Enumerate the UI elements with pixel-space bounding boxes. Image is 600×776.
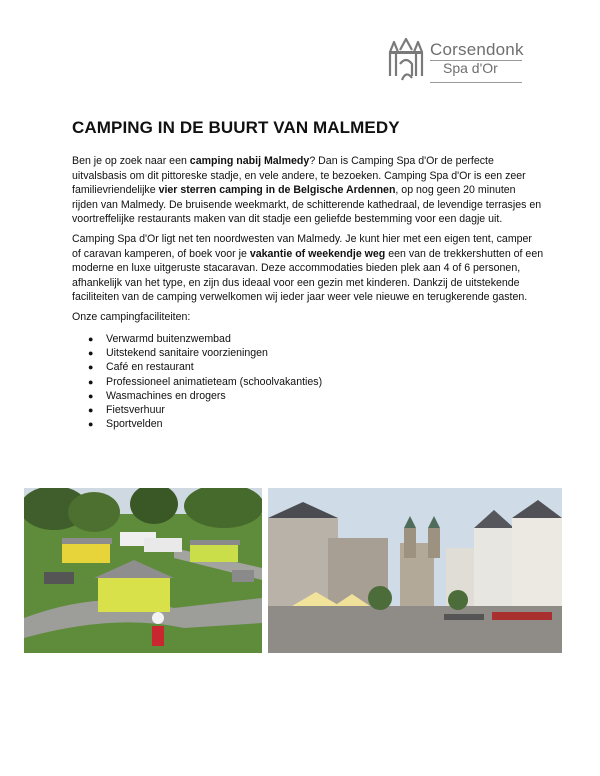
intro-paragraph: Ben je op zoek naar een camping nabij Malmedy? Dan is Camping Spa d'Or de perfecte uitvalsbasis om dit pittoreske stadje, en vele andere, te bezoeken. Camping Spa d'Or is een zeer familievriendelijke vier sterren camping in de Belgische Ardennen, op nog geen 20 minuten rijden van Malmedy. De bruisende weekmarkt, de schitterende kathedraal, de levendige terrasjes en voortreffelijke restaurants maken van dit stadje een geliefde bestemming voor een dagje uit. bbox=[72, 155, 542, 225]
list-item: ● Wasmachines en drogers bbox=[88, 389, 226, 402]
list-item: ● Fietsverhuur bbox=[88, 403, 165, 416]
keyword-camping-malmedy: camping nabij Malmedy bbox=[189, 155, 310, 167]
list-item: ● Verwarmd buitenzwembad bbox=[88, 333, 231, 345]
brand-logo bbox=[386, 36, 526, 86]
list-item: ● Sportvelden bbox=[88, 418, 163, 431]
brand-name: Corsendonk bbox=[430, 40, 524, 59]
facilities-heading: Onze campingfaciliteiten: bbox=[72, 311, 191, 323]
bullet-icon: ● bbox=[88, 404, 94, 415]
list-item: ● Uitstekend sanitaire voorzieningen bbox=[88, 347, 268, 360]
bullet-icon: ● bbox=[88, 419, 94, 430]
list-item: ● Professioneel animatieteam (schoolvakanties) bbox=[88, 375, 323, 388]
list-item: ● Café en restaurant bbox=[88, 361, 194, 374]
bullet-icon: ● bbox=[88, 376, 94, 387]
brand-underline bbox=[430, 82, 522, 83]
location-paragraph: Camping Spa d'Or ligt net ten noordwesten van Malmedy. Je kunt hier met een eigen tent, camper of caravan kamperen, of boek voor je vakantie of weekendje weg een van de trekkershutten of een moderne en luxe uitgeruste stacaravan. Deze accommodaties bieden plek aan 4 of 6 personen, afhankelijk van het type, en zijn dus ideaal voor een gezin met kinderen. Dankzij de uitstekende faciliteiten van de camping verwelkomen wij ieder jaar weer vele nieuwe en terugkerende gasten. bbox=[72, 233, 544, 303]
keyword-vakantie: vakantie of weekendje weg bbox=[249, 247, 386, 260]
bullet-icon: ● bbox=[88, 362, 94, 373]
bullet-icon: ● bbox=[88, 348, 94, 359]
campsite-photo bbox=[24, 488, 262, 653]
page-title: CAMPING IN DE BUURT VAN MALMEDY bbox=[72, 118, 400, 137]
malmedy-square-photo bbox=[268, 488, 562, 653]
bullet-icon: ● bbox=[88, 390, 94, 401]
bullet-icon: ● bbox=[88, 334, 94, 344]
keyword-four-star: vier sterren camping in de Belgische Ardennen bbox=[158, 184, 396, 196]
brand-subname: Spa d'Or bbox=[443, 60, 498, 76]
facilities-list bbox=[88, 332, 322, 431]
castle-crest-icon bbox=[386, 36, 426, 84]
